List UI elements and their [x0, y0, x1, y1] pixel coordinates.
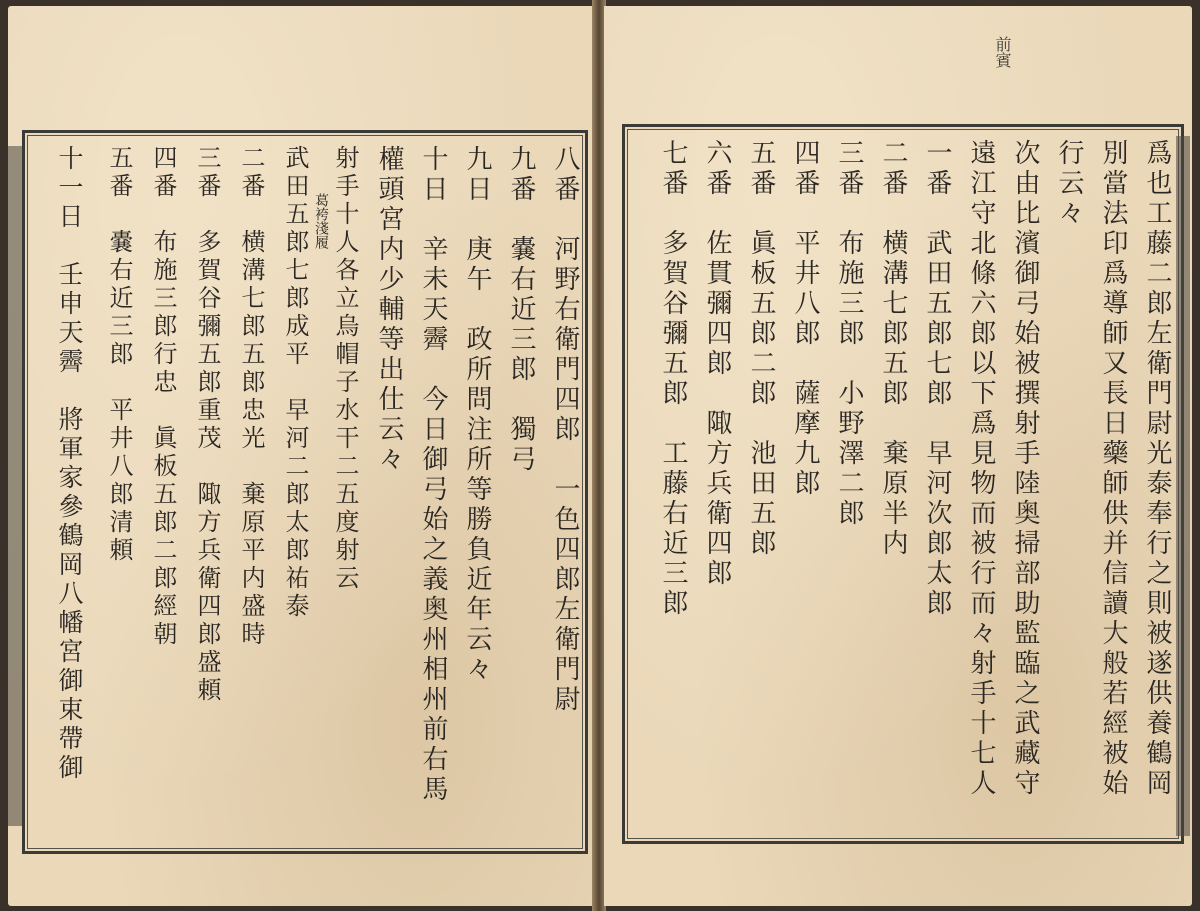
right-column-6: 一番 武田五郎七郎 早河次郎太郎 [922, 139, 952, 619]
left-column-7: 武田五郎七郎成平 早河二郎太郎祐泰 [281, 145, 309, 621]
right-page-edge [1176, 136, 1190, 836]
right-column-1: 爲也工藤二郎左衛門尉光泰奉行之則被遂供養鶴岡 [1142, 139, 1172, 799]
right-page-frame [622, 124, 1184, 844]
right-column-2: 別當法印爲導師又長日藥師供并信讀大般若經被始 [1098, 139, 1128, 799]
left-page-frame [22, 130, 588, 854]
right-column-11: 六番 佐貫彌四郎 陬方兵衛四郎 [702, 139, 732, 589]
right-page [604, 6, 1192, 906]
left-page-edge [8, 146, 22, 826]
left-column-6-note: 葛袴淺履 [313, 193, 329, 249]
left-page [8, 6, 594, 906]
left-column-8: 二番 横溝七郎五郎忠光 棄原平内盛時 [237, 145, 265, 649]
right-column-8: 三番 布施三郎 小野澤二郎 [834, 139, 864, 529]
margin-note: 前賓 [993, 36, 1012, 68]
left-column-10: 四番 布施三郎行忠 眞板五郎二郎經朝 [149, 145, 177, 649]
left-column-5: 權頭宮内少輔等出仕云々 [374, 145, 404, 475]
right-column-3: 行云々 [1054, 139, 1084, 229]
left-column-1: 八番 河野右衛門四郎 一色四郎左衛門尉 [550, 145, 580, 715]
left-column-6: 射手十人各立烏帽子水干二五度射云 [331, 145, 359, 593]
left-column-11: 五番 嚢右近三郎 平井八郎清頼 [105, 145, 133, 565]
right-column-12: 七番 多賀谷彌五郎 工藤右近三郎 [658, 139, 688, 619]
left-column-3: 九日 庚午 政所問注所等勝負近年云々 [462, 145, 492, 685]
right-column-10: 五番 眞板五郎二郎 池田五郎 [746, 139, 776, 559]
right-column-9: 四番 平井八郎 薩摩九郎 [790, 139, 820, 499]
right-column-4: 次由比濱御弓始被撰射手陸奥掃部助監臨之武藏守 [1010, 139, 1040, 799]
left-column-2: 九番 嚢右近三郎 獨弓 [506, 145, 536, 475]
left-column-9: 三番 多賀谷彌五郎重茂 陬方兵衛四郎盛頼 [193, 145, 221, 705]
right-column-5: 遠江守北條六郎以下爲見物而被行而々射手十七人 [966, 139, 996, 799]
left-column-12: 十一日 壬申天霽 將軍家參鶴岡八幡宮御束帶御 [55, 145, 84, 783]
left-column-4: 十日 辛未天霽 今日御弓始之義奥州相州前右馬 [418, 145, 448, 805]
right-column-7: 二番 横溝七郎五郎 棄原半内 [878, 139, 908, 559]
